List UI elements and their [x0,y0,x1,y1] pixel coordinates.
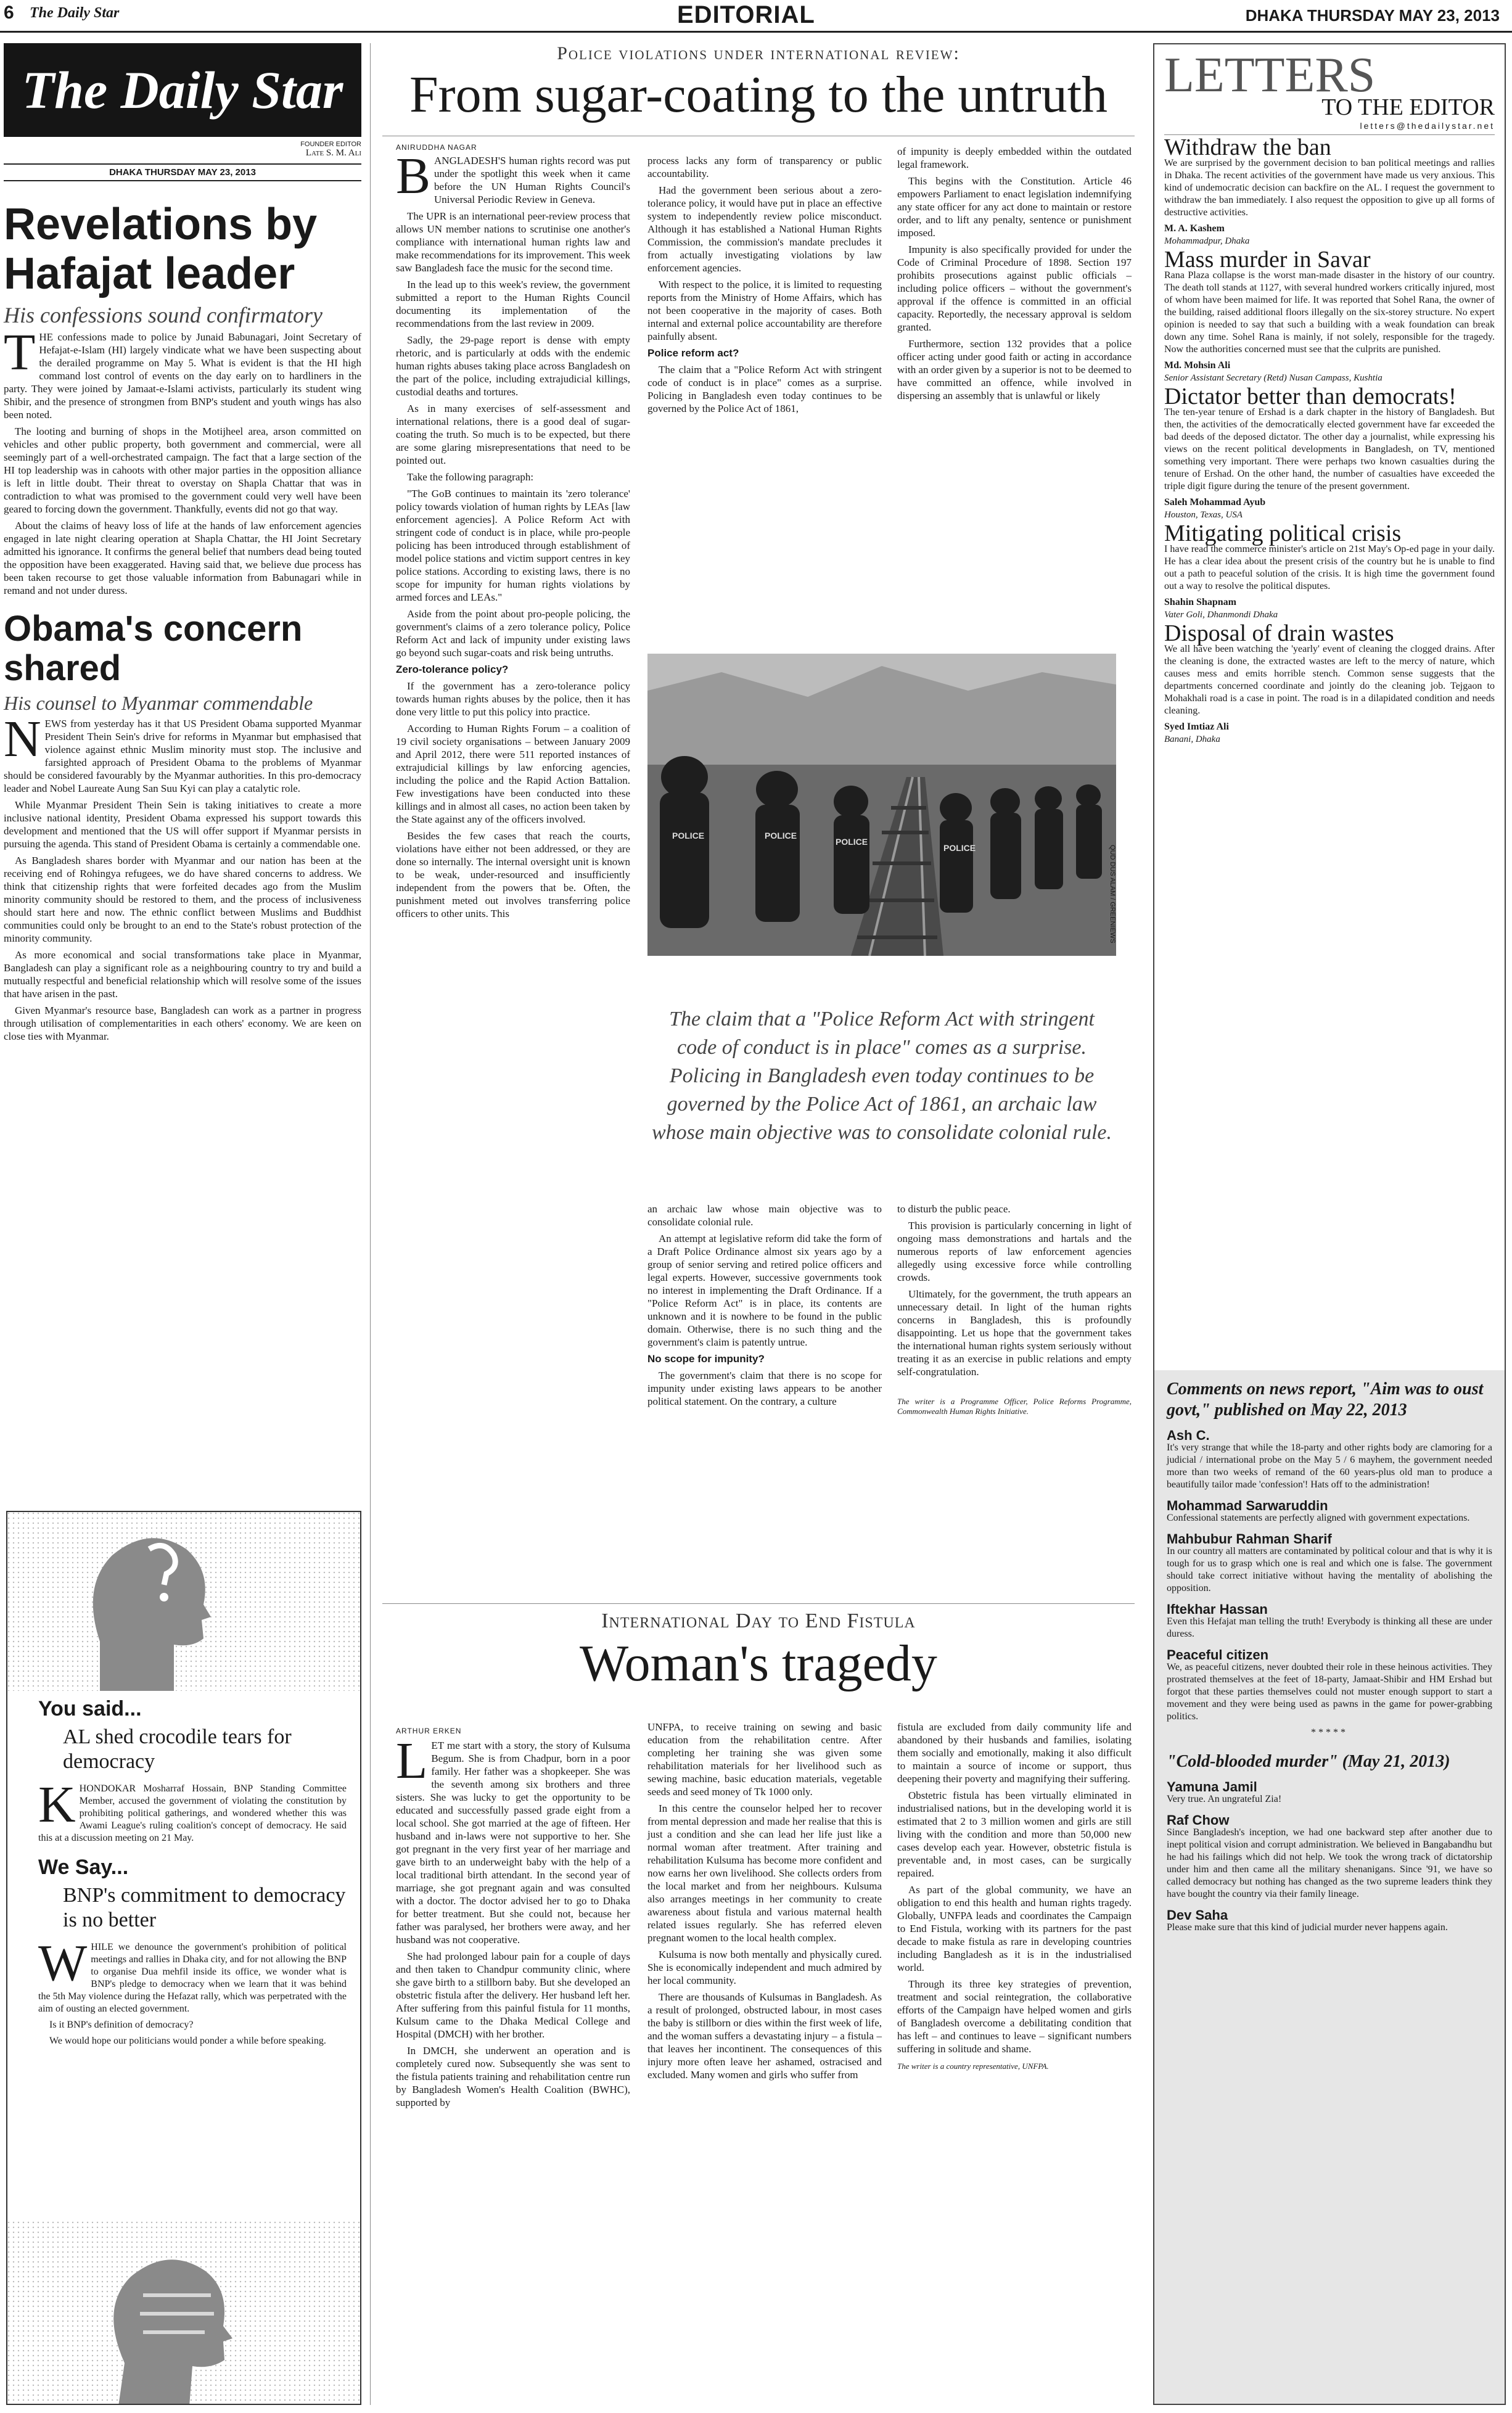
letter-address: Senior Assistant Secretary (Retd) Nusan Campass, Kushtia [1164,373,1383,383]
comment-text: It's very strange that while the 18-party and other rights body are clamoring for a judicial / international probe on the May 5 / 6 mayhem, the government needed more than two weeks of remand of the 60 years-plus old man to produce a beautifully tailor made 'confession'! Hats off to the administration! [1167,1442,1492,1490]
profile-head-icon [7,2221,361,2405]
section-label: EDITORIAL [677,1,815,28]
you-said-body [38,1776,347,1844]
editorial2-dropcap: N [4,710,41,768]
comments2-list [1167,1781,1492,1934]
paragraph: fistula are excluded from daily community life and abandoned by their husbands and families, isolating them socially and emotionally, making it also difficult to maintain a source of income or support, thus deepening their poverty and magnifying their suffering. [897,1721,1132,1785]
article2-kicker: International Day to End Fistula [601,1609,916,1632]
paragraph: HILE we denounce the government's prohibition of political meetings and rallies in Dhaka city, and for not allowing the BNP to organise Dua mehfil inside its office, we wonder what is BNP's pledge to democracy when we learn that it was behind the 5th May violence during the Hefazat rally, which was perpetrated with the aim of ousting an elected government. [38,1942,347,2014]
editorial2-subtitle: His counsel to Myanmar commendable [4,692,313,714]
article1-dropcap: B [396,147,431,205]
article2 [382,1609,1135,2405]
letters-panel [1153,43,1506,2405]
paragraph: There are thousands of Kulsumas in Bangladesh. As a result of prolonged, obstructed labour, in most cases the baby is stillborn or dies within the first week of life, and the woman suffers a devastating injury – a fistula – that leaves her incontinent. The consequences of this injury more often leave her ashamed, ostracised and excluded. Many women and girls who suffer from [647,1991,882,2081]
you-said-quote: AL shed crocodile tears for democracy [63,1725,292,1773]
editorial2-title: Obama's concern shared [4,609,303,688]
article1-byline: ANIRUDDHA NAGAR [396,143,477,152]
paragraph: About the claims of heavy loss of life at the hands of law enforcement agencies engaged in late night clearing operation at Shapla Chattar, the HI Joint Secretary admitted his ignorance. It confirms the general belief that numbers dead being touted the opposition have been exaggerated. Having said that, we believe due process has been taken recourse to get those valuable information from Babunagari while in remand and not under duress. [4,520,361,596]
paragraph: Besides the few cases that reach the courts, violations have either not been addressed, or they are done so internally. The internal oversight unit is known to be weak, under-resourced and insufficiently independent from the powers that be. Often, the punishment meted out involves transferring police officers to other units. This [396,830,630,919]
we-say-body [38,1934,347,2047]
paragraph: This begins with the Constitution. Article 46 empowers Parliament to enact legislation indemnifying any state officer for any act done to maintain or restore order, and to lift any penalty, sentence or punishment imposed. [897,175,1132,239]
letter-author: M. A. Kashem [1164,223,1225,234]
comment-text: In our country all matters are contaminated by political colour and that is why it is tough for us to grasp which one is real and which one is false. The government should take correct initiative without having the mentality of abolishing the opposition. [1167,1546,1492,1593]
paragraph: We would hope our politicians would ponder a while before speaking. [49,2036,326,2046]
letters-title: LETTERS [1164,48,1376,102]
paragraph: of impunity is deeply embedded within the outdated legal framework. [897,146,1132,170]
article1-col2 [647,154,882,419]
paragraph: The looting and burning of shops in the Motijheel area, arson committed on vehicles and other public property, both government and commercial, were all seemingly part of a well-orchestrated campaign. The fact that a large section of the HI top leadership was in cahoots with other major parties in the opposition alliance is left in little doubt. Their threat to overstay on Shapla Chattar that was in contradiction to what was promised to the government could very well have been geared to forcing down the government. Thankfully, events did not go that way. [4,425,361,515]
paragraph: The claim that a "Police Reform Act with stringent code of conduct is in place" comes as a surprise. Policing in Bangladesh even today continues to be governed by the Police Act of 1861, [647,364,882,414]
letter-headline: Disposal of drain wastes [1164,620,1394,646]
subheading: No scope for impunity? [647,1353,765,1365]
paragraph: The government's claim that there is no scope for impunity under existing laws appears to be another political statement. On the contrary, a culture [647,1370,882,1407]
paragraph: As in many exercises of self-assessment and international relations, there is a good deal of sugar-coating the truth. So much is to be expected, but there are some glaring misrepresentations that need to be pointed out. [396,403,630,466]
paragraph: According to Human Rights Forum – a coalition of 19 civil society organisations – between January 2009 and April 2012, there were 511 reported instances of extrajudicial killings by law enforcing agencies, including the police and the Rapid Action Battalion. Few investigations have been conducted into these killings and in almost all cases, no action been taken by the State against any of the officers involved. [396,723,630,825]
letter-address: Houston, Texas, USA [1164,510,1243,520]
subheading: Police reform act? [647,347,739,359]
letter-address: Banani, Dhaka [1164,734,1220,744]
paragraph: ET me start with a story, the story of Kulsuma Begum. She is from Chadpur, born in a poor family. Her father was a shopkeeper. She was the seventh among six brothers and three sisters. She was lucky to get the opportunity to be educated and successfully passed grade eight from a local school. She got married at the age of fifteen. Her husband and in-laws were not supportive to her. She got pregnant in the very first year of her marriage and gave birth to an underweight baby with the help of a local traditional birth attendant. In the second year of marriage, she got pregnant again and was consulted with a doctor. The doctor advised her to go to Dhaka for better treatment. But she could not, because her father was paralysed, her brothers were away, and her husband was not cooperative. [396,1740,630,1946]
comment-text: We, as peaceful citizens, never doubted their role in these heinous activities. They prostrated themselves at the feet of 18-party, Jamaat-Shibir and HM Ershad but forgot that these parties themselves could not muster enough support to start a movement and they were being used as pawns in the game for power-grabbing politics. [1167,1662,1492,1722]
letter-headline: Withdraw the ban [1164,134,1331,160]
paragraph: "The GoB continues to maintain its 'zero tolerance' policy towards violation of human rights by LEAs [law enforcement agencies]. A Police Reform Act with stringent code of conduct is in place, while pro-people policing has been introduced through establishment of model police stations and victim support centres in key police stations. According to existing laws, there is no scope for impunity for human rights violations by armed forces and LEAs." [396,488,630,603]
letters-list [1154,134,1505,746]
letter-address: Vater Goli, Dhanmondi Dhaka [1164,610,1278,620]
photo-credit: QUD DUS ALAM / GREENIEWS [1109,845,1116,943]
paragraph: Had the government been serious about a zero-tolerance policy, it would have put in place an effective system to independently review police misconduct. Although it has established a National Human Rights Commission, the commission's mandate precludes it from actually investigating violations by law enforcement agencies. [647,184,882,274]
editorial1-title: Revelations by Hafajat leader [4,200,318,298]
paragraph: She had prolonged labour pain for a couple of days and then taken to Chandpur community clinic, where she gave birth to a stillborn baby. But she developed an obstetric fistula after the delivery. Her husband left her. After suffering from this painful fistula for 11 months, Kulsum came to the Dhaka Medical College and Hospital (DMCH) with her brother. [396,1951,630,2040]
you-said-dropcap: K [38,1776,76,1833]
comment-text: Confessional statements are perfectly aligned with government expectations. [1167,1513,1470,1523]
paragraph: Given Myanmar's resource base, Bangladesh can work as a partner in progress through utilisation of complementarities in each others' economy. We are keen on close ties with Myanmar. [4,1005,361,1042]
editorial2-body [4,710,361,1043]
comment-author: Peaceful citizen [1167,1647,1269,1663]
paragraph: An attempt at legislative reform did take the form of a Draft Police Ordinance almost six years ago by a group of senior serving and retired police officers and legal experts. However, successive governments took no interest in implementing the Draft Ordinance. If a "Police Reform Act" is in place, its contents are unknown and it is nowhere to be found in the public domain. Otherwise, there is no such thing and the government's claim is patently untrue. [647,1233,882,1348]
header-rule [0,31,1512,33]
article1-kicker: Police violations under international review: [557,43,960,64]
header-masthead: The Daily Star [30,5,120,21]
article1-col3 [897,145,1132,406]
letter-body: The ten-year tenure of Ershad is a dark chapter in the history of Bangladesh. But then, the activities of the democratically elected government have far exceeded the bad deeds of the deposed dictator. The other day a journalist, while expressing his views on the recent political developments in Bangladesh, on TV, mentioned something very important. There were perhaps two known casualties during the tenure of Ershad. On the other hand, the number of casualties have exceeded the triple digit figure during the tenure of the present government. [1164,407,1495,491]
article2-dropcap: L [396,1732,428,1790]
article1-footnote: The writer is a Programme Officer, Police Reforms Programme, Commonwealth Human Rights Initiative. [897,1397,1132,1416]
letter-body: I have read the commerce minister's article on 21st May's Op-ed page in your daily. He has a clear idea about the present crisis of the country but he is unable to find out a path to peaceful solution of the crisis. It is high time the government found out a way to resolve the political disputes. [1164,544,1495,591]
letters-subtitle: TO THE EDITOR [1321,94,1495,120]
comments2-heading: "Cold-blooded murder" (May 21, 2013) [1167,1752,1450,1771]
article2-col2 [647,1720,882,2085]
letter-author: Saleh Mohammad Ayub [1164,497,1266,508]
paragraph: The UPR is an international peer-review process that allows UN member nations to scrutinise one another's compliance with international human rights law and make recommendations for its improvement. This week saw Bangladesh face the music for the second time. [396,210,630,274]
paragraph: Sadly, the 29-page report is dense with empty rhetoric, and is particularly at odds with the endemic human rights abuses taking place across Bangladesh on the part of the police, including extrajudicial killings, custodial deaths and tortures. [396,334,630,398]
paragraph: As more economical and social transformations take place in Myanmar, Bangladesh can play a significant role as a neighbouring country to try and build a mutually respectful and beneficial relationship which will resolve some of the issues that have arisen in the past. [4,949,361,1000]
letter-headline: Mass murder in Savar [1164,247,1371,273]
paragraph: As part of the global community, we have an obligation to end this health and human rights tragedy. Globally, UNFPA leads and coordinates the Campaign to End Fistula, working with its partners for the past decade to make fistula as rare in developing countries including Bangladesh as it is in the industrialised world. [897,1884,1132,1973]
letter-author: Syed Imtiaz Ali [1164,721,1229,732]
comment-author: Mohammad Sarwaruddin [1167,1498,1328,1513]
paragraph: Take the following paragraph: [407,471,534,483]
paragraph: As Bangladesh shares border with Myanmar and our nation has been at the receiving end of Rohingya refugees, we do have shared concerns to address. We think that citizenship rights that were forfeited decades ago from the Muslim minority community should be restored to them, and the process of inclusiveness should start here and now. The ethnic conflict between Muslims and Buddhist communities could only be brought to an end to the State's robust protection of the minority community. [4,855,361,944]
paragraph: UNFPA, to receive training on sewing and basic education from the rehabilitation centre. After completing her training she was given some rehabilitation materials for her livelihood such as sewing machine, basic education materials, vegetable seeds and seed money of Tk 1000 only. [647,1721,882,1798]
comment-author: Iftekhar Hassan [1167,1601,1268,1617]
svg-text:POLICE: POLICE [943,843,976,853]
letter [1164,620,1495,746]
paragraph: EWS from yesterday has it that US President Obama supported Myanmar President Thein Sein's drive for reforms in Myanmar but emphasised that violence against ethnic Muslim minority must stop. The inclusive and farsighted approach of President Obama to the problems of Myanmar should be considered favourably by the Myanmar authorities. In this pro-democracy leader and Nobel Laureate Aung San Suu Kyi can play a catalytic role. [4,718,361,794]
paragraph: If the government has a zero-tolerance policy towards human rights abuses by the police, then it has done very little to put this policy into practice. [396,680,630,718]
letter-author: Md. Mohsin Ali [1164,360,1231,371]
comment-author: Yamuna Jamil [1167,1779,1257,1794]
paragraph: Impunity is also specifically provided for under the Code of Criminal Procedure of 1898. Section 197 prohibits prosecutions against public officials – including police officers – without the government's approval if the offence is committed in an official capacity. Reportedly, the necessary approval is seldom granted. [897,244,1132,333]
article2-col3 [897,1720,1132,2075]
paragraph: Aside from the point about pro-people policing, the government's claims of a zero tolerance policy, Police Reform Act and lack of impunity under existing laws go beyond such sugar-coats and risk being untruths. [396,608,630,659]
we-say-dropcap: W [38,1934,88,1992]
letter-body: Rana Plaza collapse is the worst man-made disaster in the history of our country. The death toll stands at 1127, with several hundred workers critically injured, most of whom have been maimed for life. It was reported that Sohel Rana, the owner of the building, raised additional floors illegally on the six-storey structure. No expert opinion is needed to say that such a building with a weak foundation can break down any time. Sohel Rana is mainly, if not solely, responsible for the tragedy. Now the authorities concerned must see that the culprits are punished. [1164,270,1495,355]
masthead [4,43,361,137]
you-said-box [6,1511,361,2405]
paragraph: an archaic law whose main objective was to consolidate colonial rule. [647,1203,882,1228]
we-say-label: We Say... [38,1856,129,1879]
letter [1164,384,1495,521]
founder-label: FOUNDER EDITOR [300,141,361,148]
letter-address: Mohammadpur, Dhaka [1164,236,1250,246]
paragraph: In this centre the counselor helped her to recover from mental depression and made her realise that this is just a condition and she can lead her life just like a normal woman after treatment. After training and rehabilitation Kulsuma has become more confident and now earns her own livelihood. She collects orders from the local market and from her neighbours. Kulsuma also arranges meetings in her community to create awareness about fistula and various maternal health related issues regularly. She has referred eleven pregnant women to the local health complex. [647,1803,882,1944]
comments-section [1154,1370,1505,2404]
subheading: Zero-tolerance policy? [396,664,509,675]
svg-text:POLICE: POLICE [672,831,705,841]
svg-text:POLICE: POLICE [765,831,797,841]
paragraph: This provision is particularly concerning in light of ongoing mass demonstrations and hartals and the numerous reports of law enforcement agencies allegedly using excessive force while controlling crowds. [897,1220,1132,1283]
header-dateline: DHAKA THURSDAY MAY 23, 2013 [1245,6,1500,25]
article1 [382,43,1135,1591]
mid-rule [382,1603,1135,1604]
letter-headline: Mitigating political crisis [1164,520,1402,546]
editorial1-dropcap: T [4,324,36,381]
article1-col2c [647,1202,882,1412]
police-photo [647,654,1116,956]
paragraph: Furthermore, section 132 provides that a police officer acting under good faith or acting in accordance with an order given by a superior is not to be deemed to have committed an offence, while involved in dispersing an assembly that is unlawful or likely [897,338,1132,401]
article1-col3b [897,1202,1132,1420]
paragraph: ANGLADESH'S human rights record was put under the spotlight this week when it came before the UN Human Rights Council's Universal Periodic Review in Geneva. [434,155,630,205]
comment-text: Even this Hefajat man telling the truth! Everybody is thinking all these are under duress. [1167,1616,1492,1639]
article1-title: From sugar-coating to the untruth [409,66,1108,123]
paragraph: HE confessions made to police by Junaid Babunagari, Joint Secretary of Hefajat-e-Islam (HI) largely vindicate what we have been suspecting about the derailed programme on May 5. What is evident is that the HI high command lost control of events on the day early on to hardliners in the party. They were joined by Jamaat-e-Islami activists, particularly its student wing Shibir, and the presence of strongmen from BNP's student and youth wings has also been noted. [4,331,361,421]
letters-header [1154,44,1505,135]
masthead-date: DHAKA THURSDAY MAY 23, 2013 [4,163,361,181]
article2-footnote: The writer is a country representative, UNFPA. [897,2062,1049,2071]
paragraph: With respect to the police, it is limited to requesting reports from the Ministry of Home Affairs, which has not been cooperative in the majority of cases. Both internal and external police accountability are therefore painfully absent. [647,279,882,342]
we-say-quote: BNP's commitment to democracy is no better [63,1884,346,1931]
comment-author: Dev Saha [1167,1907,1228,1923]
comments1-list [1167,1429,1492,1739]
founder-name: Late S. M. Ali [305,148,361,158]
page-header [0,0,1512,31]
paragraph: Through its three key strategies of prevention, treatment and social reintegration, the collaborative efforts of the Campaign have helped women and girls of Bangladesh overcome a debilitating condition that has left – and continues to leave – significant numbers suffering in solitude and shame. [897,1978,1132,2055]
svg-text:POLICE: POLICE [836,837,868,847]
paragraph: Kulsuma is now both mentally and physically cured. She is economically independent and much admired by her local community. [647,1949,882,1986]
article2-byline: ARTHUR ERKEN [396,1727,462,1735]
letter [1164,247,1495,384]
article2-title: Woman's tragedy [580,1635,937,1692]
masthead-title: The Daily Star [22,60,343,120]
letter [1164,134,1495,247]
comment-author: Mahbubur Rahman Sharif [1167,1531,1332,1547]
paragraph: Obstetric fistula has been virtually eliminated in industrialised nations, but in the developing world it is estimated that 2 to 3 million women and girls are still living with the condition and more than 50,000 new cases develop each year. However, obstetric fistula is preventable and, in most cases, can be surgically repaired. [897,1790,1132,1879]
comment-text: Since Bangladesh's inception, we had one backward step after another due to inept political vision and corrupt administration. We believed in Bangabandhu but he had his failings which did not help. We took the wrong track of dictatorship under him and then came all the military shenanigans. Since '91, we have so called democracy but nothing has changed as the two supreme leaders think they have bought the country via their family lineage. [1167,1827,1492,1899]
letters-email: letters@thedailystar.net [1164,121,1495,135]
letter [1164,520,1495,621]
paragraph: In the lead up to this week's review, the government submitted a report to the Human Rights Council documenting its implementation of the recommendations from the last review in 2009. [396,279,630,329]
letter-author: Shahin Shapnam [1164,597,1236,607]
letter-headline: Dictator better than democrats! [1164,384,1457,409]
paragraph: process lacks any form of transparency or public accountability. [647,155,882,179]
letter-body: We are surprised by the government decision to ban political meetings and rallies in Dhaka. The recent activities of the government have made us very anxious. This kind of undemocratic decision can backfire on the AL. I request the government to withdraw the ban immediately. I also request the opposition to give up all forms of destructive activities. [1164,158,1495,218]
article1-pullquote: The claim that a "Police Reform Act with stringent code of conduct is in place" comes as a surprise. Policing in Bangladesh even today continues to be governed by the Police Act of 1861, an archaic law whose main objective was to consolidate colonial rule. [651,1008,1112,1144]
paragraph: Ultimately, for the government, the truth appears an unnecessary detail. In light of the human rights concerns in Bangladesh, this is profoundly disappointing. Let us hope that the government takes the international human rights system seriously without treating it as an exercise in public relations and empty self-congratulation. [897,1288,1132,1378]
paragraph: HONDOKAR Mosharraf Hossain, BNP Standing Committee Member, accused the government of violating the constitution by prohibiting political gatherings, and wondered whether this was Awami League's ruling coalition's concept of democracy. He said this at a discussion meeting on 21 May. [38,1783,347,1843]
comment-text: Please make sure that this kind of judicial murder never happens again. [1167,1922,1448,1933]
question-head-icon [7,1512,361,1691]
paragraph: Is it BNP's definition of democracy? [49,2020,194,2030]
editorial1-subtitle: His confessions sound confirmatory [4,303,323,327]
comment-text: Very true. An ungrateful Zia! [1167,1794,1282,1804]
paragraph: While Myanmar President Thein Sein is taking initiatives to create a more inclusive national identity, President Obama expressed his support towards this development and mentioned that the US will offer support if Myanmar persists in pursuing the agenda. This stand of President Obama is certainly a commendable one. [4,799,361,850]
you-said-label: You said... [38,1697,142,1720]
left-divider [370,43,371,2405]
stars-separator: ***** [1311,1727,1348,1738]
comment-author: Raf Chow [1167,1812,1230,1828]
editorial1-body [4,324,361,597]
paragraph: In DMCH, she underwent an operation and is completely cured now. Subsequently she was sent to the fistula patients training and rehabilitation centre run by Bangladesh Women's Health Coalition (BWHC), supported by [396,2045,630,2108]
comments1-heading: Comments on news report, "Aim was to oust govt," published on May 22, 2013 [1167,1379,1484,1420]
letter-body: We all have been watching the 'yearly' event of cleaning the clogged drains. After the cleaning is done, the extracted wastes are left to the mercy of nature, which causes mess and emits horrible stench. Common sense suggests that the departments concerned coordinate and jointly do the cleaning job. Tejgaon to Mohakhali road is a case in point. The road is in a dilapidated condition and needs cleaning. [1164,644,1495,716]
article2-col1 [396,1732,630,2113]
paragraph: to disturb the public peace. [897,1203,1011,1215]
page-number: 6 [4,2,14,23]
comment-author: Ash C. [1167,1428,1210,1443]
